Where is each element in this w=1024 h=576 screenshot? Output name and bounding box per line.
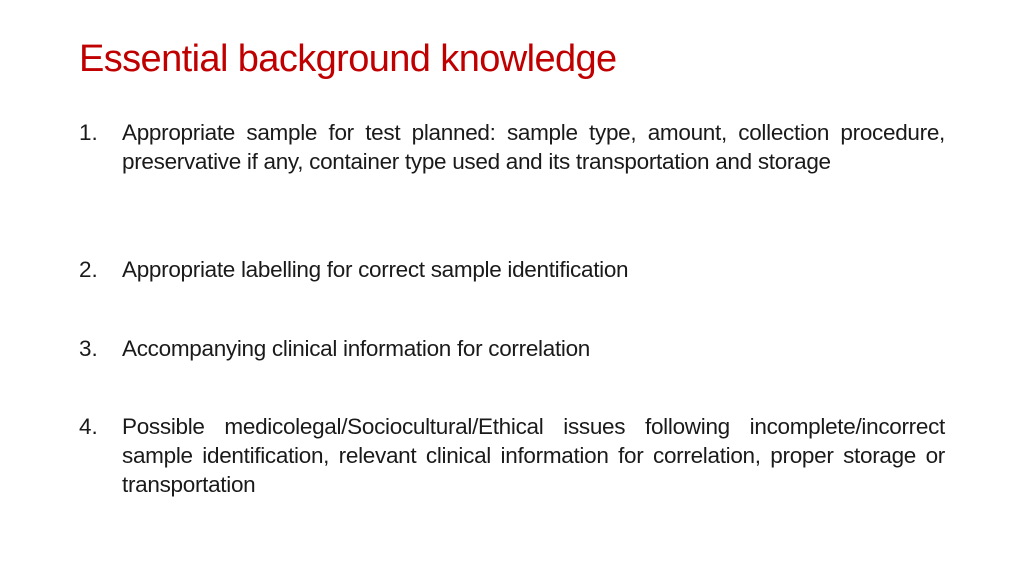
list-item-text: Appropriate labelling for correct sample identification [122,257,629,282]
list-item-number: 4. [79,414,98,439]
list-item-number: 1. [79,120,98,145]
list-item-text: Possible medicolegal/Sociocultural/Ethical issues following incomplete/incorrect sample identification, relevant clinical information for correlation, proper storage or transportation [122,414,945,497]
list-item [79,334,945,363]
list-item-number: 3. [79,336,98,361]
slide-title: Essential background knowledge [79,38,617,80]
list-item-number: 2. [79,257,98,282]
list-item [79,118,945,176]
list-item-text: Appropriate sample for test planned: sample type, amount, collection procedure, preservative if any, container type used and its transportation and storage [122,120,945,174]
list-item [79,255,945,284]
list-item-text: Accompanying clinical information for correlation [122,336,591,361]
list-item [79,412,945,499]
